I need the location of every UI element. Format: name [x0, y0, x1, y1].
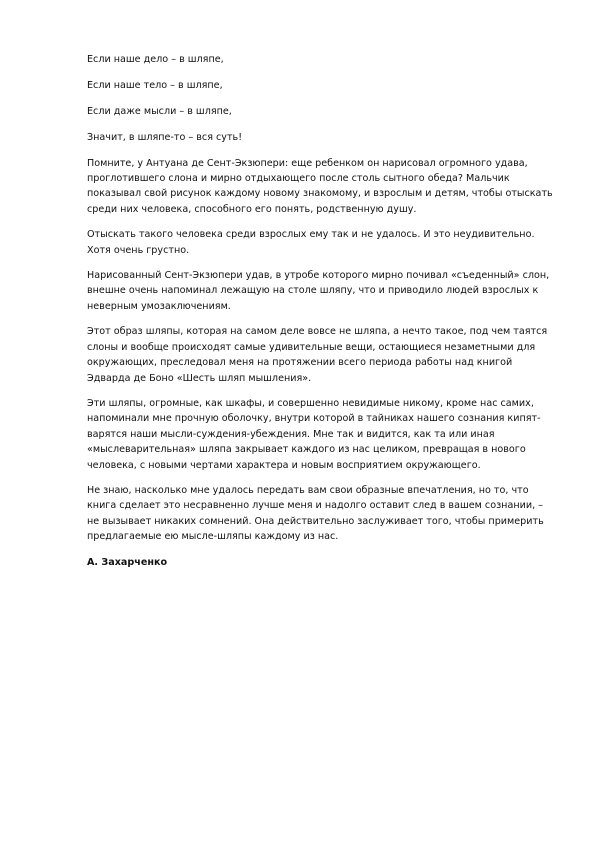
paragraph-4: Этот образ шляпы, которая на самом деле вовсе не шляпа, а нечто такое, под чем таятся слоны и вообще происходят самые удивительные вещи, остающиеся незаметными для окружающих, преследовал меня на протяжении всего периода работы над книгой Эдварда де Боно «Шесть шляп мышления».: [87, 326, 548, 384]
verse-line-2: Если наше тело – в шляпе,: [87, 79, 223, 91]
paragraph-2: Отыскать такого человека среди взрослых ему так и не удалось. И это неудивительно. Хотя очень грустно.: [87, 229, 535, 256]
author-signature: А. Захарченко: [87, 556, 168, 568]
paragraph-6: Не знаю, насколько мне удалось передать вам свои образные впечатления, но то, что книга сделает это несравненно лучше меня и надолго оставит след в вашем сознании, – не вызывает никаких сомнений. Она действительно заслуживает того, чтобы примерить предлагаемые ею мысле-шляпы каждому из нас.: [87, 484, 544, 543]
paragraph-1: Помните, у Антуана де Сент-Экзюпери: еще ребенком он нарисовал огромного удава, проглотившего слона и мирно отдыхающего после столь сытного обеда? Мальчик показывал свой рисунок каждому новому знакомому, и взрослым и детям, чтобы отыскать среди них человека, способного его понять, родственную душу.: [87, 157, 553, 215]
document-body: [87, 52, 557, 580]
paragraph-5: Эти шляпы, огромные, как шкафы, и совершенно невидимые никому, кроме нас самих, напоминали мне прочную оболочку, внутри которой в тайниках нашего сознания кипят-варятся наши мысли-суждения-убеждения. Мне так и видится, как та или иная «мыслеварительная» шляпа закрывает каждого из нас целиком, превращая в нового человека, с новыми чертами характера и новым восприятием окружающего.: [87, 397, 541, 471]
verse-line-3: Если даже мысли – в шляпе,: [87, 105, 232, 117]
paragraph-3: Нарисованный Сент-Экзюпери удав, в утробе которого мирно почивал «съеденный» слон, внешне очень напоминал лежащую на столе шляпу, что и приводило людей взрослых к неверным умозаключениям.: [87, 270, 550, 312]
verse-line-1: Если наше дело – в шляпе,: [87, 54, 224, 65]
verse-line-4: Значит, в шляпе-то – вся суть!: [87, 131, 243, 143]
